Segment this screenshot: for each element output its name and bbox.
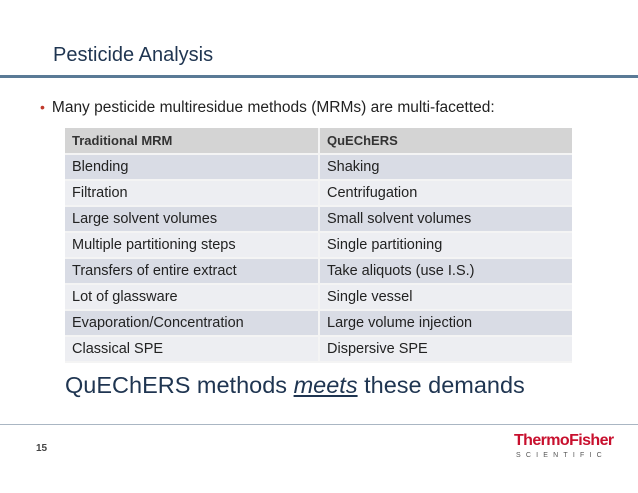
table-cell: Blending <box>65 154 319 180</box>
table-cell: Small solvent volumes <box>319 206 572 232</box>
table-cell: Classical SPE <box>65 336 319 362</box>
table-cell: Large volume injection <box>319 310 572 336</box>
page-number: 15 <box>36 443 48 454</box>
table-row <box>65 336 572 362</box>
table-cell: Filtration <box>65 180 319 206</box>
tagline-emphasis: meets <box>293 372 358 398</box>
footer-divider <box>0 424 638 425</box>
header-quechers: QuEChERS <box>319 128 572 154</box>
table-row <box>65 232 572 258</box>
bullet-point <box>40 99 495 117</box>
thermo-fisher-logo <box>514 432 614 459</box>
table-cell: Multiple partitioning steps <box>65 232 319 258</box>
logo-wordmark: ThermoFisher <box>514 432 614 449</box>
table-cell: Take aliquots (use I.S.) <box>319 258 572 284</box>
table-cell: Dispersive SPE <box>319 336 572 362</box>
comparison-table <box>65 128 572 363</box>
table-row <box>65 206 572 232</box>
bullet-text: Many pesticide multiresidue methods (MRMs) are multi-facetted: <box>51 99 495 116</box>
table-cell: Large solvent volumes <box>65 206 319 232</box>
table-row <box>65 180 572 206</box>
table-row <box>65 154 572 180</box>
table-cell: Lot of glassware <box>65 284 319 310</box>
table-header-row <box>65 128 572 154</box>
table-cell: Transfers of entire extract <box>65 258 319 284</box>
tagline-before: QuEChERS methods <box>65 372 294 398</box>
header-traditional-mrm: Traditional MRM <box>65 128 319 154</box>
table-row <box>65 284 572 310</box>
slide-title: Pesticide Analysis <box>53 44 214 66</box>
table-cell: Centrifugation <box>319 180 572 206</box>
tagline <box>65 372 525 399</box>
table-cell: Evaporation/Concentration <box>65 310 319 336</box>
logo-subtitle: SCIENTIFIC <box>516 452 607 459</box>
tagline-after: these demands <box>357 372 525 398</box>
table-row <box>65 310 572 336</box>
bullet-marker: • <box>40 99 45 115</box>
table-cell: Single vessel <box>319 284 572 310</box>
title-divider <box>0 75 638 78</box>
table-row <box>65 258 572 284</box>
table-cell: Shaking <box>319 154 572 180</box>
table-cell: Single partitioning <box>319 232 572 258</box>
